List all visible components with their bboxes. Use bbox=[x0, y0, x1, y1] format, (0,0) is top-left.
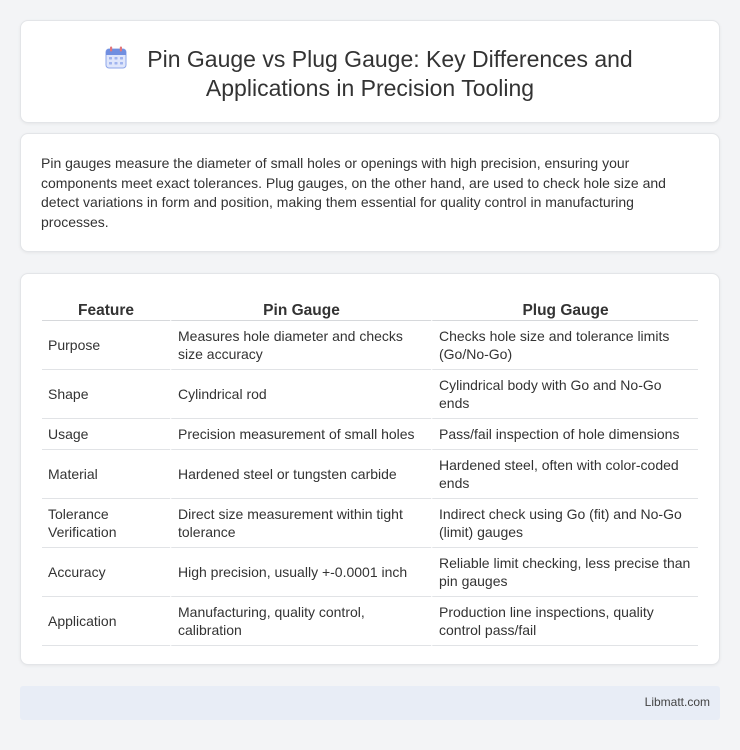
table-row bbox=[42, 370, 698, 419]
page-title-line-2: Applications in Precision Tooling bbox=[205, 75, 535, 101]
cell-feature: Application bbox=[42, 597, 170, 646]
cell-feature: Material bbox=[42, 450, 170, 499]
header-feature: Feature bbox=[42, 298, 170, 321]
cell-plug-gauge: Indirect check using Go (fit) and No-Go (limit) gauges bbox=[431, 499, 698, 548]
cell-feature: Usage bbox=[42, 419, 170, 450]
footer-brand[interactable]: Libmatt.com bbox=[644, 695, 710, 709]
page-title bbox=[21, 45, 719, 103]
cell-pin-gauge: Precision measurement of small holes bbox=[170, 419, 431, 450]
cell-feature: Tolerance Verification bbox=[42, 499, 170, 548]
footer bbox=[20, 686, 720, 720]
intro-card bbox=[20, 133, 720, 252]
cell-feature: Shape bbox=[42, 370, 170, 419]
cell-plug-gauge: Pass/fail inspection of hole dimensions bbox=[431, 419, 698, 450]
cell-plug-gauge: Hardened steel, often with color-coded ends bbox=[431, 450, 698, 499]
table-header-row bbox=[42, 298, 698, 321]
comparison-table-card bbox=[20, 273, 720, 665]
cell-plug-gauge: Reliable limit checking, less precise than pin gauges bbox=[431, 548, 698, 597]
table-row bbox=[42, 450, 698, 499]
table-row bbox=[42, 597, 698, 646]
cell-pin-gauge: Cylindrical rod bbox=[170, 370, 431, 419]
header-pin-gauge: Pin Gauge bbox=[170, 298, 431, 321]
cell-pin-gauge: High precision, usually +-0.0001 inch bbox=[170, 548, 431, 597]
cell-pin-gauge: Measures hole diameter and checks size accuracy bbox=[170, 321, 431, 370]
header-plug-gauge: Plug Gauge bbox=[431, 298, 698, 321]
title-card bbox=[20, 20, 720, 123]
cell-plug-gauge: Checks hole size and tolerance limits (Go/No-Go) bbox=[431, 321, 698, 370]
cell-pin-gauge: Hardened steel or tungsten carbide bbox=[170, 450, 431, 499]
cell-plug-gauge: Cylindrical body with Go and No-Go ends bbox=[431, 370, 698, 419]
cell-pin-gauge: Direct size measurement within tight tolerance bbox=[170, 499, 431, 548]
page-title-line-1: Pin Gauge vs Plug Gauge: Key Differences and bbox=[147, 46, 633, 72]
cell-feature: Purpose bbox=[42, 321, 170, 370]
table-row bbox=[42, 499, 698, 548]
cell-plug-gauge: Production line inspections, quality control pass/fail bbox=[431, 597, 698, 646]
table-row bbox=[42, 321, 698, 370]
comparison-table bbox=[42, 298, 698, 646]
cell-feature: Accuracy bbox=[42, 548, 170, 597]
table-row bbox=[42, 419, 698, 450]
cell-pin-gauge: Manufacturing, quality control, calibration bbox=[170, 597, 431, 646]
intro-paragraph: Pin gauges measure the diameter of small holes or openings with high precision, ensuring your components meet exact tolerances. Plug gauges, on the other hand, are used to check hole size and detect variations in form and position, making them essential for quality control in manufacturing processes. bbox=[41, 155, 666, 230]
table-row bbox=[42, 548, 698, 597]
